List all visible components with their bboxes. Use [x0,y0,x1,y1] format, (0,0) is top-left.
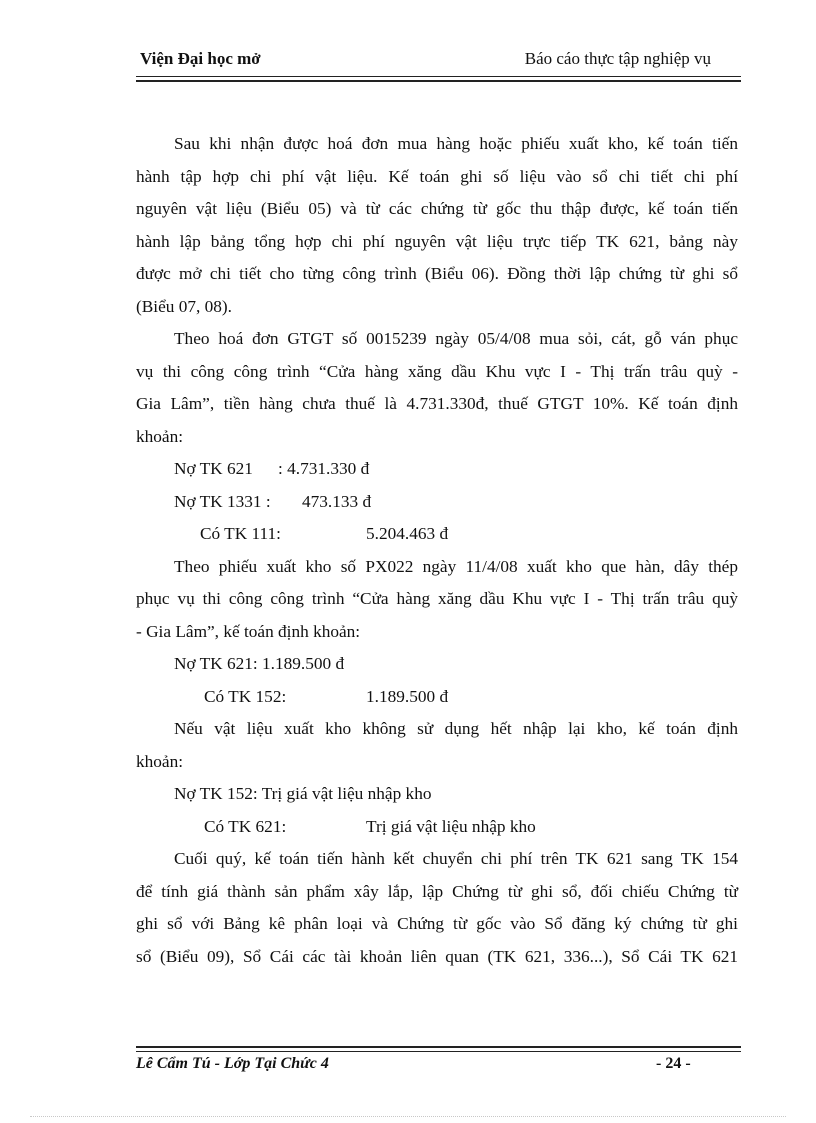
text-line: hành tập hợp chi phí vật liệu. Kế toán ghi số liệu vào sổ chi tiết chi phí [136,166,738,186]
text-line: Sau khi nhận được hoá đơn mua hàng hoặc phiếu xuất kho, kế toán tiến [174,134,738,153]
journal-debit-entry [136,778,738,811]
report-title: Báo cáo thực tập nghiệp vụ [524,49,711,68]
credit-account: Có TK 111: [200,524,281,543]
page-number: - 24 - [656,1055,691,1072]
text-line: phục vụ thi công công trình “Cửa hàng xăng dầu Khu vực I - Thị trấn trâu quỳ [136,589,738,608]
text-line: (Biểu 07, 08). [136,296,232,316]
journal-credit-entry [136,811,738,844]
text-line: sổ (Biểu 09), Sổ Cái các tài khoản liên quan (TK 621, 336...), Sổ Cái TK 621 [136,946,738,966]
journal-debit-entry [136,648,738,681]
body-text [136,128,738,973]
journal-credit-entry [136,681,738,714]
header-rule [136,76,741,77]
text-line: khoản: [136,426,184,446]
credit-amount: 1.189.500 đ [366,686,449,706]
text-line: vụ thi công công trình “Cửa hàng xăng dầu Khu vực I - Thị trấn trâu quỳ - [136,361,738,381]
text-line: Gia Lâm”, tiền hàng chưa thuế là 4.731.330đ, thuế GTGT 10%. Kế toán định [136,394,738,413]
author-line: Lê Cẩm Tú - Lớp Tại Chức 4 [136,1055,329,1072]
footer-rule [136,1046,741,1048]
text-line: được mở chi tiết cho từng công trình (Biểu 06). Đồng thời lập chứng từ ghi sổ [136,264,738,283]
text-line: Theo hoá đơn GTGT số 0015239 ngày 05/4/08 mua sỏi, cát, gỗ ván phục [174,329,738,348]
institution-name: Viện Đại học mở [140,49,261,68]
text-line: nguyên vật liệu (Biểu 05) và từ các chứng từ gốc thu thập được, kế toán tiến [136,199,738,218]
text-line: khoản: [136,751,184,771]
debit-account: Nợ TK 621 [174,459,253,478]
debit-amount: : 4.731.330 đ [278,459,370,478]
credit-account: Có TK 152: [204,686,287,706]
debit-account: Nợ TK 1331 : [174,491,271,511]
debit-account: Nợ TK 621: 1.189.500 đ [174,654,345,673]
text-line: ghi sổ với Bảng kê phân loại và Chứng từ gốc vào Sổ đăng ký chứng từ ghi [136,914,738,933]
text-line: hành lập bảng tổng hợp chi phí nguyên vật liệu trực tiếp TK 621, bảng này [136,231,738,251]
credit-amount: Trị giá vật liệu nhập kho [366,816,536,836]
debit-amount: 473.133 đ [302,491,372,511]
page-edge-divider [30,1116,786,1117]
text-line: - Gia Lâm”, kế toán định khoản: [136,621,361,641]
journal-credit-entry [136,518,738,551]
text-line: để tính giá thành sản phẩm xây lắp, lập Chứng từ ghi sổ, đối chiếu Chứng từ [136,881,738,901]
credit-amount: 5.204.463 đ [366,524,449,543]
journal-debit-entry [136,486,738,519]
text-line: Nếu vật liệu xuất kho không sử dụng hết nhập lại kho, kế toán định [174,719,738,738]
journal-debit-entry [136,453,738,486]
debit-account: Nợ TK 152: Trị giá vật liệu nhập kho [174,784,432,803]
credit-account: Có TK 621: [204,816,287,836]
text-line: Cuối quý, kế toán tiến hành kết chuyển chi phí trên TK 621 sang TK 154 [174,849,738,868]
page-header [136,49,741,73]
text-line: Theo phiếu xuất kho số PX022 ngày 11/4/08 xuất kho que hàn, dây thép [174,556,738,576]
